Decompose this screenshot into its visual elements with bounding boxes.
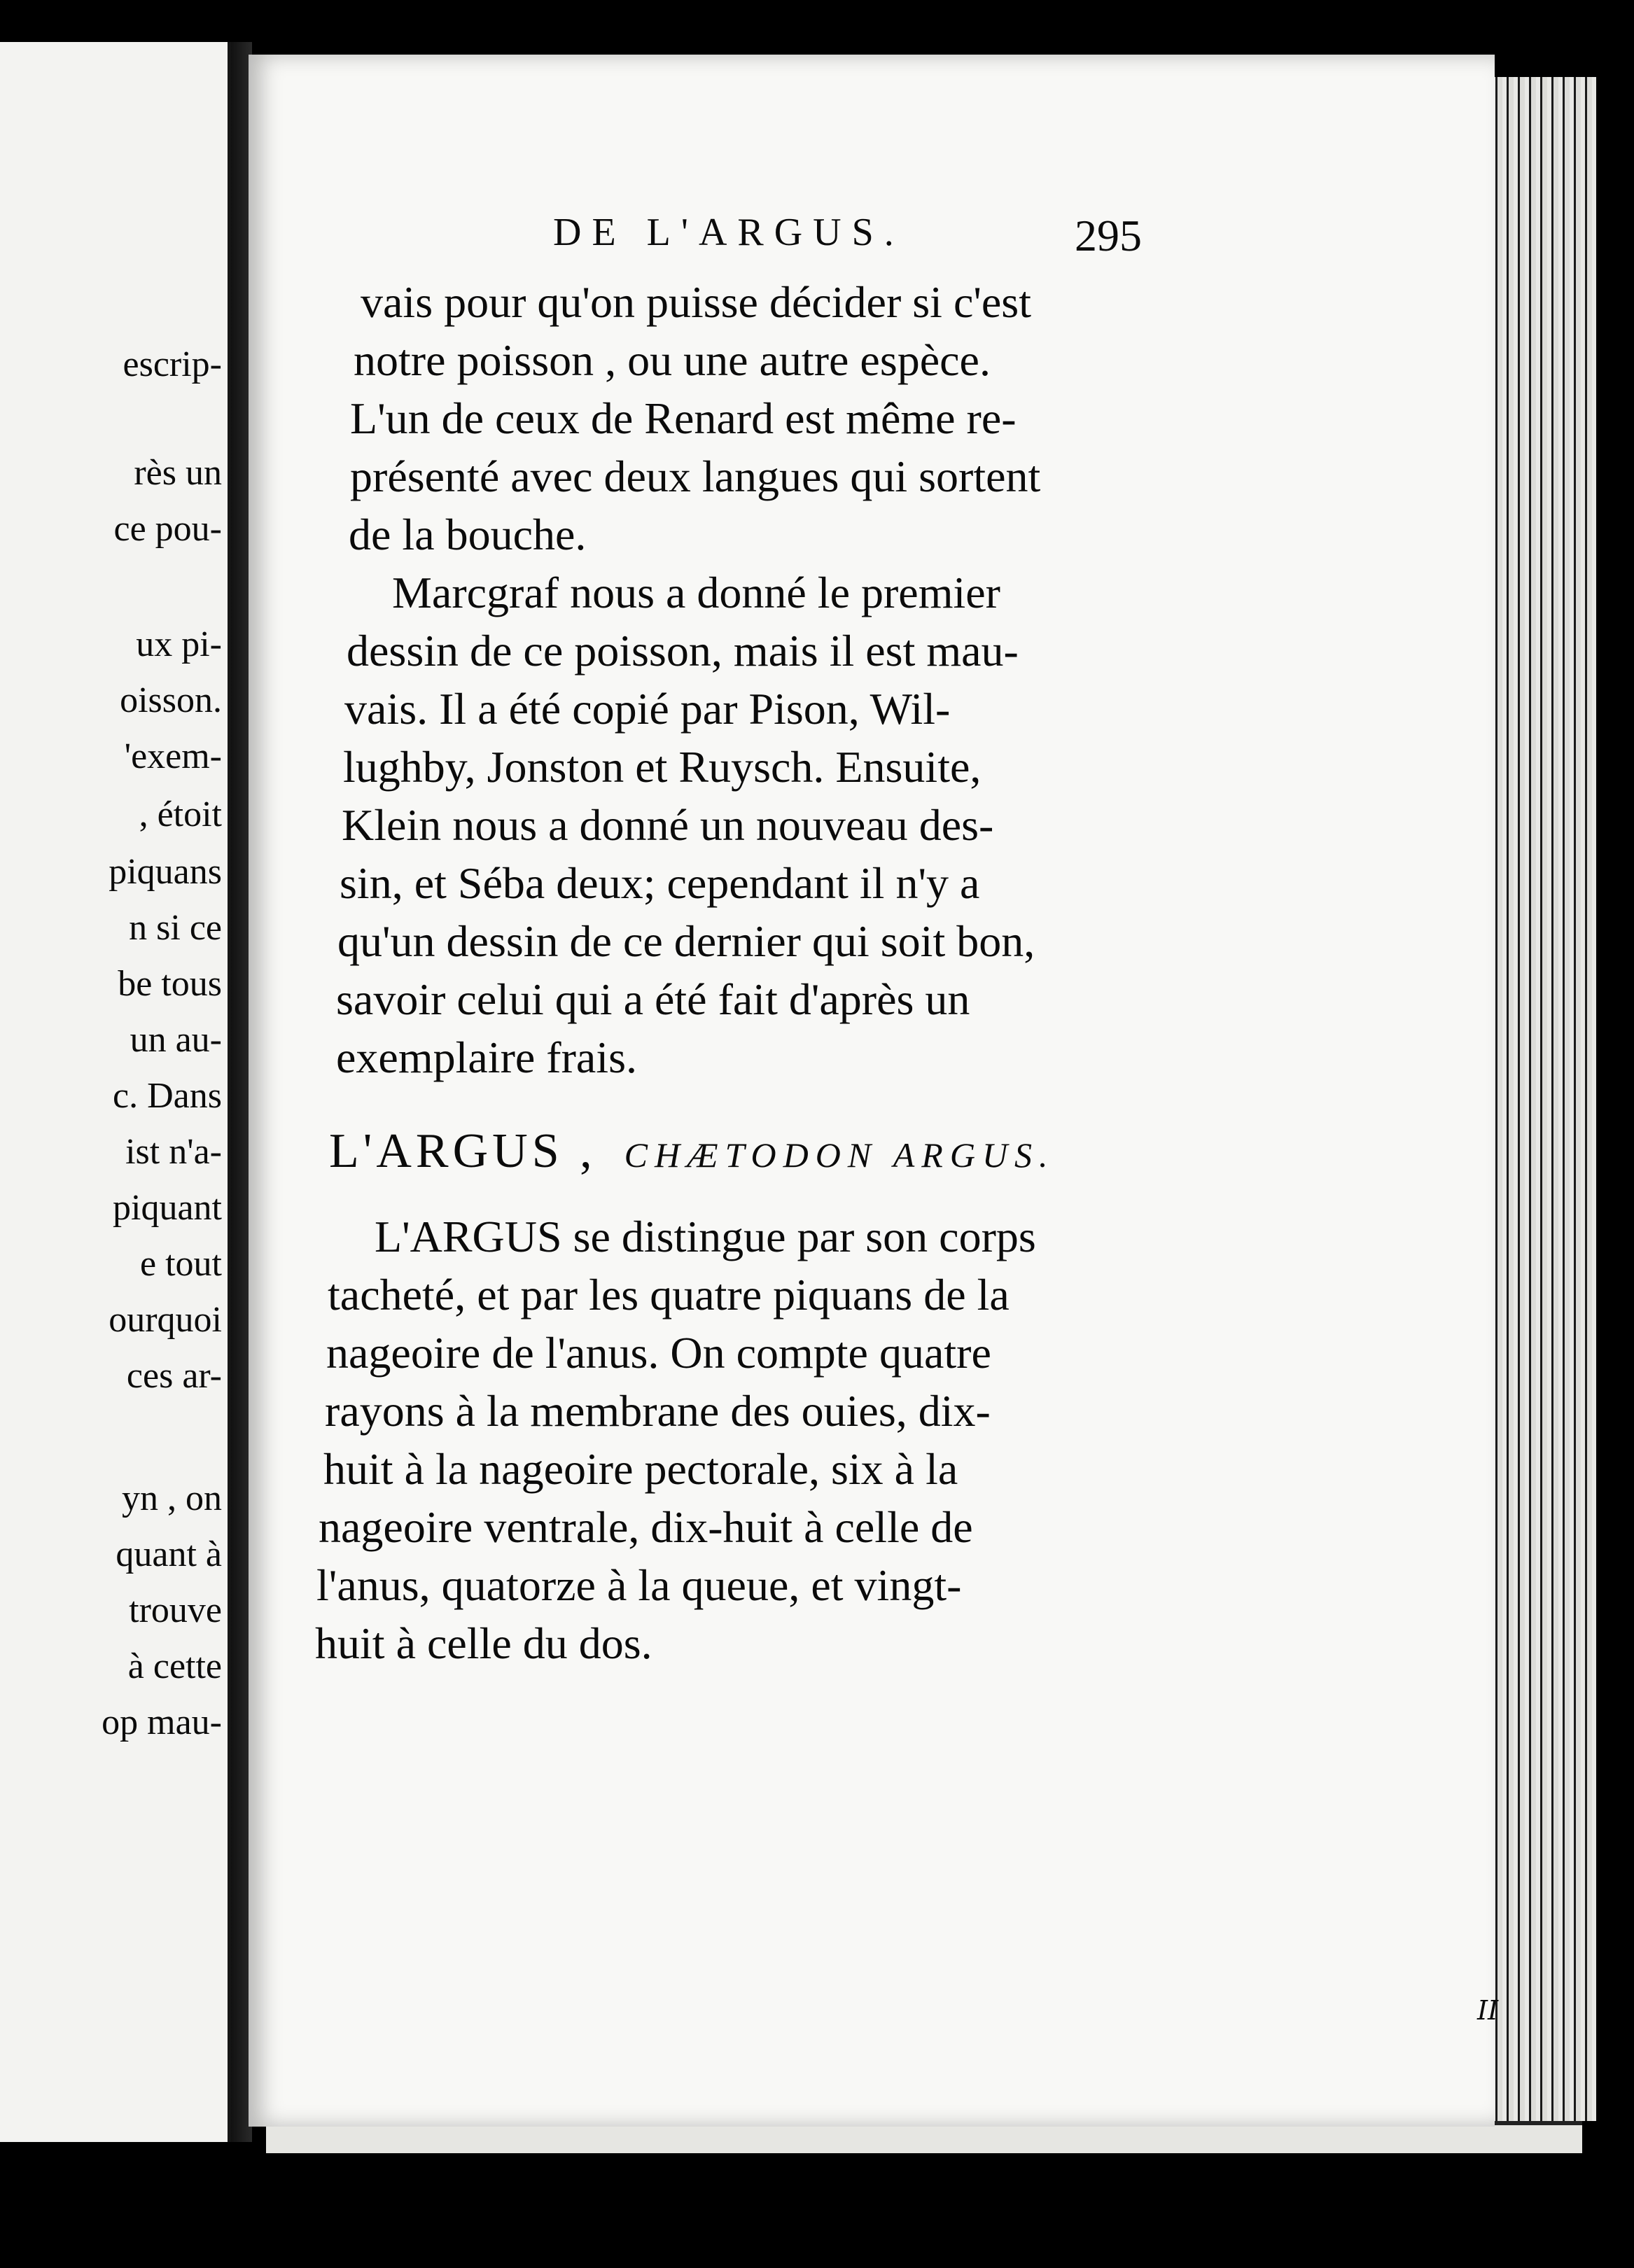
text-line: Marcgraf nous a donné le premier — [392, 568, 1000, 617]
left-page-line: trouve — [129, 1590, 222, 1630]
running-head: DE L'ARGUS. — [553, 211, 905, 254]
left-page-line: 'exem- — [124, 736, 222, 776]
left-page-line: be tous — [118, 964, 222, 1004]
text-line: nageoire de l'anus. On compte quatre — [326, 1328, 991, 1378]
page-number: 295 — [1075, 211, 1142, 260]
left-page-line: op mau- — [102, 1702, 222, 1742]
section-heading-french: L'ARGUS , — [329, 1124, 596, 1178]
section-heading-latin: CHÆTODON ARGUS. — [624, 1135, 1055, 1175]
left-page-line: e tout — [140, 1244, 222, 1284]
left-page-line: piquans — [109, 852, 222, 892]
left-page-line: ux pi- — [136, 624, 222, 664]
text-line: vais. Il a été copié par Pison, Wil- — [344, 684, 951, 734]
left-page-line: un au- — [130, 1020, 222, 1060]
left-page-line: n si ce — [129, 908, 222, 948]
left-page-line: oisson. — [120, 680, 222, 720]
left-page-line: piquant — [113, 1188, 222, 1228]
text-line: dessin de ce poisson, mais il est mau- — [347, 626, 1019, 676]
left-page-line: yn , on — [122, 1478, 222, 1518]
text-line: huit à celle du dos. — [315, 1618, 652, 1668]
text-line: présenté avec deux langues qui sortent — [350, 451, 1041, 501]
text-line: savoir celui qui a été fait d'après un — [336, 974, 970, 1024]
text-line: nageoire ventrale, dix-huit à celle de — [319, 1502, 973, 1552]
text-line: L'un de ceux de Renard est même re- — [350, 393, 1017, 443]
text-line: lughby, Jonston et Ruysch. Ensuite, — [343, 742, 982, 792]
left-page-line: c. Dans — [113, 1076, 222, 1116]
left-page-line: escrip- — [123, 344, 222, 384]
page-edges — [1491, 77, 1596, 2121]
left-page-line: rès un — [134, 453, 222, 493]
section-heading — [329, 1124, 1055, 1180]
text-line: de la bouche. — [349, 510, 587, 559]
text-line: sin, et Séba deux; cependant il n'y a — [340, 858, 980, 908]
left-page-line: ces ar- — [126, 1356, 222, 1396]
left-page-line: ce pou- — [113, 509, 222, 549]
text-line: vais pour qu'on puisse décider si c'est — [361, 277, 1031, 327]
text-line: rayons à la membrane des ouies, dix- — [325, 1386, 991, 1436]
signature-mark: II — [1477, 1995, 1499, 2026]
text-line: l'anus, quatorze à la queue, et vingt- — [316, 1560, 962, 1610]
left-page-line: à cette — [127, 1646, 222, 1686]
text-line: huit à la nageoire pectorale, six à la — [323, 1444, 958, 1494]
text-line: Klein nous a donné un nouveau des- — [342, 800, 994, 850]
left-page-line: ist n'a- — [125, 1132, 222, 1172]
text-line: qu'un dessin de ce dernier qui soit bon, — [337, 916, 1035, 966]
left-page-line: ourquoi — [109, 1300, 222, 1340]
left-page-line: quant à — [116, 1534, 222, 1574]
left-page-fragment — [0, 42, 235, 2142]
left-page-line: , étoit — [139, 794, 222, 834]
text-line: tacheté, et par les quatre piquans de la — [328, 1270, 1010, 1320]
text-line: notre poisson , ou une autre espèce. — [354, 335, 991, 385]
text-line: L'ARGUS se distingue par son corps — [375, 1212, 1036, 1261]
text-line: exemplaire frais. — [336, 1032, 637, 1082]
